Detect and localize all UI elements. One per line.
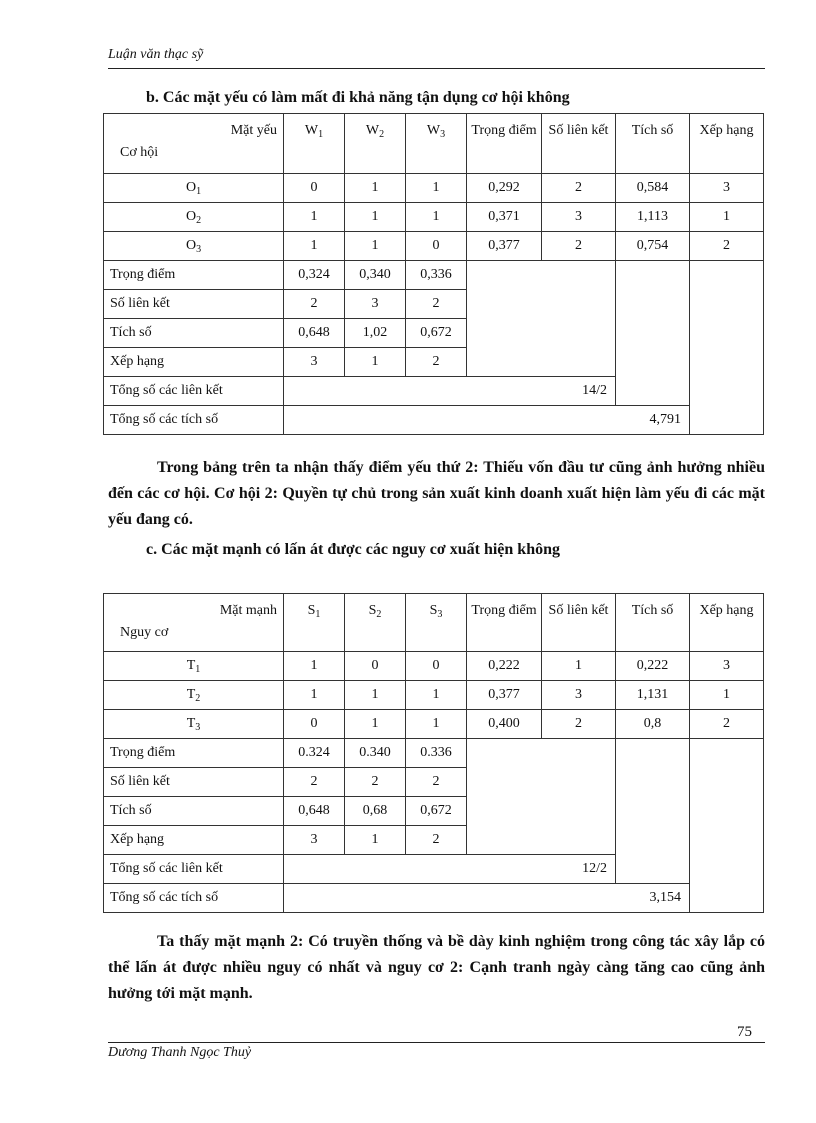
table-cell: 0 bbox=[284, 174, 345, 203]
corner-header-cell bbox=[104, 594, 284, 652]
empty-block bbox=[616, 261, 690, 406]
summary-cell: 0,648 bbox=[284, 797, 345, 826]
table-row bbox=[104, 710, 764, 739]
row-label: $O_1$ bbox=[104, 174, 284, 203]
summary-cell: 0.336 bbox=[406, 739, 467, 768]
summary-cell: 2 bbox=[406, 348, 467, 377]
total-links-value: 14/2 bbox=[284, 377, 616, 406]
summary-row bbox=[104, 739, 764, 768]
table-row bbox=[104, 203, 764, 232]
summary-cell: 3 bbox=[284, 348, 345, 377]
summary-cell: 2 bbox=[345, 768, 406, 797]
factor-column-header: $S_1$ bbox=[284, 594, 345, 652]
section-c-heading: c. Các mặt mạnh có lấn át được các nguy cơ xuất hiện không bbox=[146, 541, 560, 558]
rank-cell: 1 bbox=[690, 681, 764, 710]
header-rule bbox=[108, 68, 765, 69]
corner-row-label: Nguy cơ bbox=[120, 625, 169, 640]
header-trong-diem: Trọng điểm bbox=[467, 594, 542, 652]
summary-cell: 0.340 bbox=[345, 739, 406, 768]
empty-block bbox=[467, 739, 616, 855]
row-label: $T_2$ bbox=[104, 681, 284, 710]
table-cell: 0,584 bbox=[616, 174, 690, 203]
paragraph-2-text: Ta thấy mặt mạnh 2: Có truyền thống và bề dày kinh nghiệm trong công tác xây lắp có thể lấn át được nhiều nguy có nhất và nguy cơ 2: Cạnh tranh ngày càng tăng cao cũng ảnh hưởng tới mặt mạnh. bbox=[108, 933, 765, 1002]
table-cell: 0 bbox=[345, 652, 406, 681]
summary-cell: 0,324 bbox=[284, 261, 345, 290]
table-cell: 0,222 bbox=[616, 652, 690, 681]
table-row bbox=[104, 232, 764, 261]
row-label: $T_1$ bbox=[104, 652, 284, 681]
empty-block bbox=[690, 261, 764, 435]
paragraph-1 bbox=[108, 455, 765, 533]
table-cell: 1 bbox=[406, 174, 467, 203]
table-cell: 1,131 bbox=[616, 681, 690, 710]
factor-column-header: $W_3$ bbox=[406, 114, 467, 174]
summary-label: Tích số bbox=[104, 797, 284, 826]
row-label: $O_3$ bbox=[104, 232, 284, 261]
rank-cell: 2 bbox=[690, 710, 764, 739]
table-cell: 1 bbox=[284, 652, 345, 681]
table-cell: 1 bbox=[406, 710, 467, 739]
corner-column-label: Mặt yếu bbox=[230, 123, 277, 138]
total-products-value: 3,154 bbox=[284, 884, 690, 913]
summary-cell: 2 bbox=[406, 826, 467, 855]
summary-cell: 3 bbox=[284, 826, 345, 855]
table-cell: 0 bbox=[406, 652, 467, 681]
summary-cell: 1,02 bbox=[345, 319, 406, 348]
rank-cell: 3 bbox=[690, 652, 764, 681]
footer-rule bbox=[108, 1042, 765, 1043]
total-products-row bbox=[104, 406, 764, 435]
empty-block bbox=[616, 739, 690, 884]
summary-cell: 0,340 bbox=[345, 261, 406, 290]
table-cell: 0,377 bbox=[467, 232, 542, 261]
empty-block bbox=[467, 261, 616, 377]
table-cell: 3 bbox=[542, 681, 616, 710]
summary-cell: 0.324 bbox=[284, 739, 345, 768]
table-cell: 0,222 bbox=[467, 652, 542, 681]
summary-cell: 2 bbox=[284, 768, 345, 797]
total-products-row bbox=[104, 884, 764, 913]
header-so-lien-ket: Số liên kết bbox=[542, 594, 616, 652]
factor-column-header: $W_1$ bbox=[284, 114, 345, 174]
corner-row-label: Cơ hội bbox=[120, 145, 159, 160]
summary-label: Trọng điểm bbox=[104, 261, 284, 290]
summary-row bbox=[104, 261, 764, 290]
table-cell: 1 bbox=[406, 681, 467, 710]
summary-cell: 2 bbox=[406, 768, 467, 797]
table-cell: 1 bbox=[345, 710, 406, 739]
header-xep-hang: Xếp hạng bbox=[690, 594, 764, 652]
paragraph-1-text: Trong bảng trên ta nhận thấy điểm yếu thứ 2: Thiếu vốn đầu tư cũng ảnh hưởng nhiều đến các cơ hội. Cơ hội 2: Quyền tự chủ trong sản xuất kinh doanh xuất hiện làm yếu đi các mặt yếu đang có. bbox=[108, 459, 765, 528]
header-trong-diem: Trọng điểm bbox=[467, 114, 542, 174]
empty-block bbox=[690, 739, 764, 913]
summary-cell: 2 bbox=[284, 290, 345, 319]
rank-cell: 2 bbox=[690, 232, 764, 261]
summary-cell: 2 bbox=[406, 290, 467, 319]
summary-cell: 0,336 bbox=[406, 261, 467, 290]
corner-header-cell bbox=[104, 114, 284, 174]
table-cell: 0,400 bbox=[467, 710, 542, 739]
table-cell: 1 bbox=[284, 203, 345, 232]
total-products-label: Tổng số các tích số bbox=[104, 406, 284, 435]
summary-cell: 0,68 bbox=[345, 797, 406, 826]
rank-cell: 1 bbox=[690, 203, 764, 232]
table-cell: 1 bbox=[345, 174, 406, 203]
header-xep-hang: Xếp hạng bbox=[690, 114, 764, 174]
summary-cell: 0,672 bbox=[406, 319, 467, 348]
row-label: $O_2$ bbox=[104, 203, 284, 232]
factor-column-header: $S_2$ bbox=[345, 594, 406, 652]
summary-label: Tích số bbox=[104, 319, 284, 348]
header-tich-so: Tích số bbox=[616, 114, 690, 174]
total-links-label: Tổng số các liên kết bbox=[104, 377, 284, 406]
summary-cell: 0,648 bbox=[284, 319, 345, 348]
summary-label: Số liên kết bbox=[104, 290, 284, 319]
page-number: 75 bbox=[737, 1024, 752, 1040]
table-cell: 0,377 bbox=[467, 681, 542, 710]
summary-label: Xếp hạng bbox=[104, 826, 284, 855]
factor-column-header: $W_2$ bbox=[345, 114, 406, 174]
table-cell: 1 bbox=[542, 652, 616, 681]
table-cell: 1 bbox=[345, 681, 406, 710]
paragraph-2 bbox=[108, 929, 765, 1007]
rank-cell: 3 bbox=[690, 174, 764, 203]
factor-column-header: $S_3$ bbox=[406, 594, 467, 652]
corner-column-label: Mặt mạnh bbox=[219, 603, 277, 618]
total-links-value: 12/2 bbox=[284, 855, 616, 884]
header-so-lien-ket: Số liên kết bbox=[542, 114, 616, 174]
table-cell: 2 bbox=[542, 174, 616, 203]
total-products-label: Tổng số các tích số bbox=[104, 884, 284, 913]
table-row bbox=[104, 652, 764, 681]
table-cell: 1,113 bbox=[616, 203, 690, 232]
total-products-value: 4,791 bbox=[284, 406, 690, 435]
table-cell: 1 bbox=[284, 232, 345, 261]
running-header: Luận văn thạc sỹ bbox=[108, 47, 204, 62]
table-cell: 0,8 bbox=[616, 710, 690, 739]
header-tich-so: Tích số bbox=[616, 594, 690, 652]
table-cell: 2 bbox=[542, 710, 616, 739]
summary-label: Trọng điểm bbox=[104, 739, 284, 768]
summary-cell: 1 bbox=[345, 348, 406, 377]
table-weakness-opportunity bbox=[103, 113, 764, 435]
total-links-label: Tổng số các liên kết bbox=[104, 855, 284, 884]
table-cell: 1 bbox=[406, 203, 467, 232]
summary-cell: 3 bbox=[345, 290, 406, 319]
table-row bbox=[104, 681, 764, 710]
table-cell: 1 bbox=[345, 232, 406, 261]
footer-author: Dương Thanh Ngọc Thuỷ bbox=[108, 1045, 252, 1060]
table-cell: 2 bbox=[542, 232, 616, 261]
table-cell: 0,292 bbox=[467, 174, 542, 203]
table-cell: 0 bbox=[284, 710, 345, 739]
section-b-heading: b. Các mặt yếu có làm mất đi khả năng tận dụng cơ hội không bbox=[146, 89, 570, 106]
table-cell: 0,371 bbox=[467, 203, 542, 232]
summary-label: Số liên kết bbox=[104, 768, 284, 797]
table-cell: 3 bbox=[542, 203, 616, 232]
table-row bbox=[104, 174, 764, 203]
table-cell: 1 bbox=[284, 681, 345, 710]
table-strength-threat bbox=[103, 593, 764, 913]
table-cell: 0 bbox=[406, 232, 467, 261]
summary-label: Xếp hạng bbox=[104, 348, 284, 377]
row-label: $T_3$ bbox=[104, 710, 284, 739]
table-cell: 0,754 bbox=[616, 232, 690, 261]
summary-cell: 1 bbox=[345, 826, 406, 855]
table-cell: 1 bbox=[345, 203, 406, 232]
summary-cell: 0,672 bbox=[406, 797, 467, 826]
